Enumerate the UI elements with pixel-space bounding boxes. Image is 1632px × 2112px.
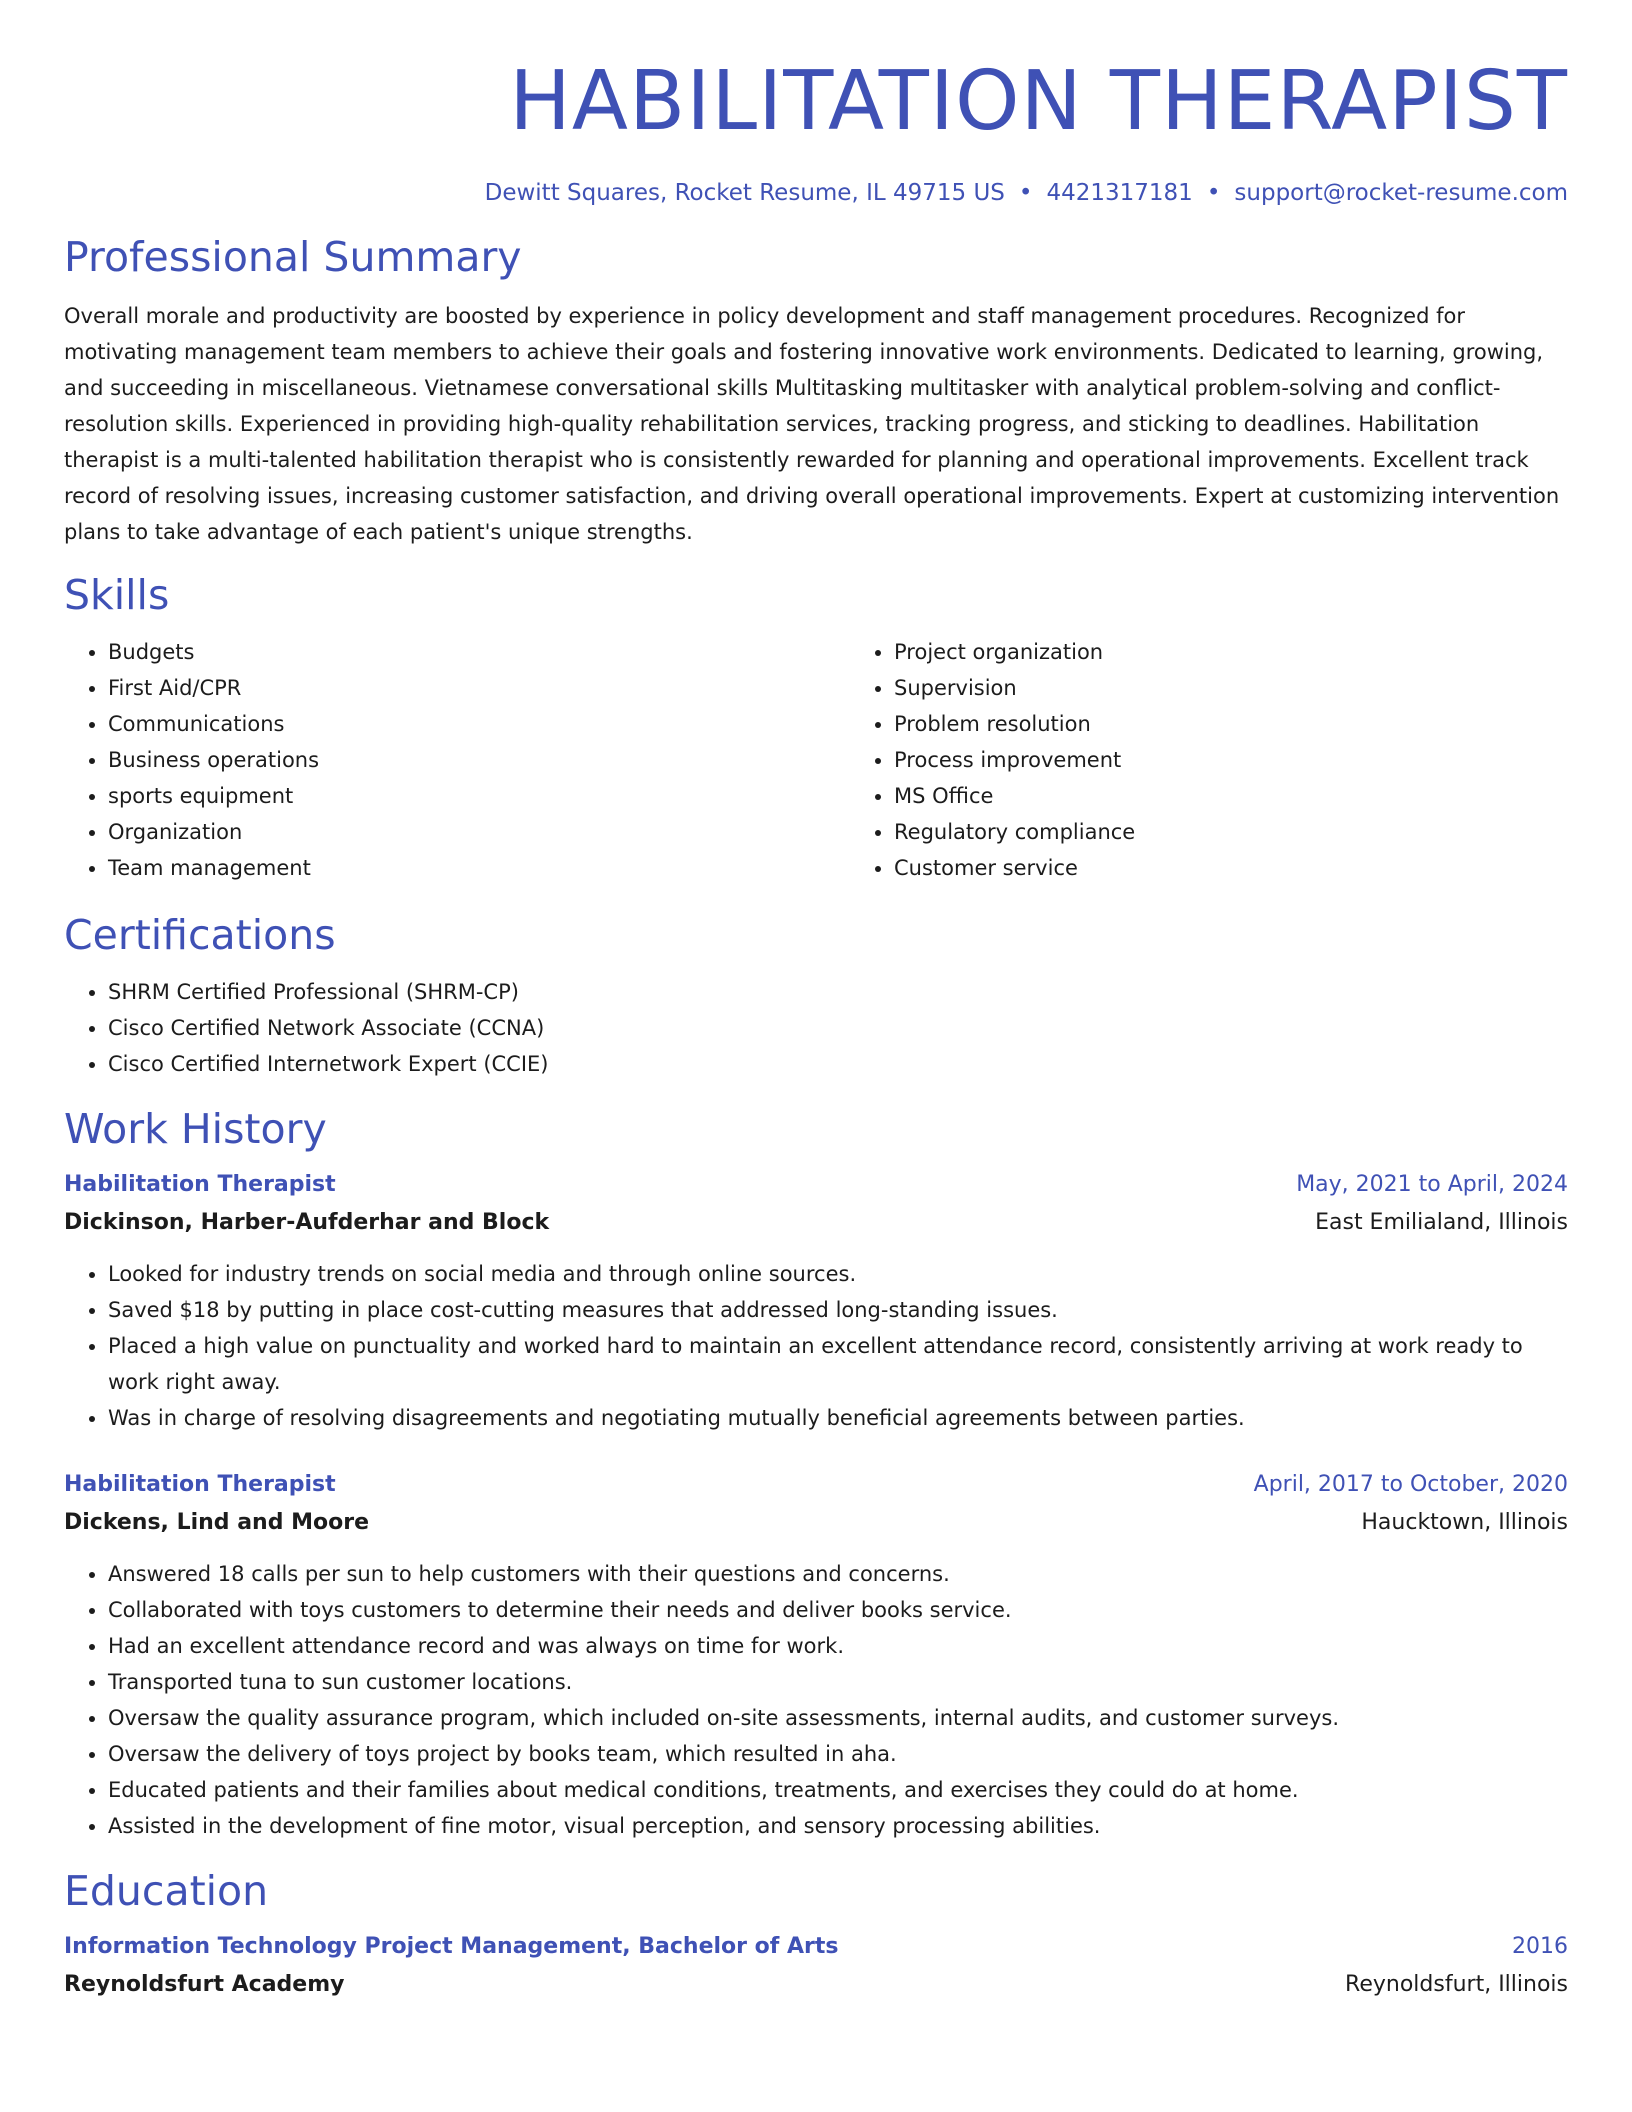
job-location: Haucktown, Illinois (1361, 1510, 1568, 1535)
education-entry (64, 1928, 1568, 2004)
contact-separator: • (1018, 180, 1033, 206)
skill-item: • Organization (108, 814, 850, 850)
job-subheader (64, 1204, 1568, 1242)
skill-item: • Customer service (894, 850, 1135, 886)
job-company: Dickinson, Harber-Aufderhar and Block (64, 1210, 550, 1235)
skills-right-list (850, 634, 1135, 886)
contact-email: support@rocket-resume.com (1234, 180, 1568, 206)
skill-item: • Project organization (894, 634, 1135, 670)
education-heading: Education (64, 1867, 269, 1915)
job-bullet: • Collaborated with toys customers to determine their needs and deliver books service. (108, 1592, 1568, 1628)
education-school: Reynoldsfurt Academy (64, 1972, 345, 1997)
job-bullet: • Educated patients and their families about medical conditions, treatments, and exercises they could do at home. (108, 1772, 1568, 1808)
job-title: Habilitation Therapist (64, 1172, 336, 1197)
work-history-heading: Work History (64, 1105, 327, 1153)
certification-item: • Cisco Certified Internetwork Expert (CCIE) (108, 1046, 1568, 1082)
certification-item: • SHRM Certified Professional (SHRM-CP) (108, 974, 1568, 1010)
job-bullets (64, 1556, 1568, 1844)
job-dates: May, 2021 to April, 2024 (1296, 1172, 1568, 1197)
job-title: Habilitation Therapist (64, 1472, 336, 1497)
certifications-list (64, 974, 1568, 1082)
contact-separator: • (1206, 180, 1221, 206)
summary-heading: Professional Summary (64, 233, 522, 281)
resume-title: HABILITATION THERAPIST (509, 54, 1568, 149)
skill-item: • Team management (108, 850, 850, 886)
education-year: 2016 (1512, 1934, 1568, 1959)
skills-columns (64, 634, 1568, 886)
contact-line (64, 178, 1568, 208)
skill-item: • Budgets (108, 634, 850, 670)
job-bullet: • Answered 18 calls per sun to help customers with their questions and concerns. (108, 1556, 1568, 1592)
skill-item: • First Aid/CPR (108, 670, 850, 706)
education-section (64, 1866, 1568, 2004)
job-location: East Emilialand, Illinois (1315, 1210, 1568, 1235)
skill-item: • Process improvement (894, 742, 1135, 778)
skills-left-list (64, 634, 850, 886)
job-subheader (64, 1504, 1568, 1542)
certification-item: • Cisco Certified Network Associate (CCNA) (108, 1010, 1568, 1046)
job-bullet: • Assisted in the development of fine motor, visual perception, and sensory processing abilities. (108, 1808, 1568, 1844)
skill-item: • MS Office (894, 778, 1135, 814)
contact-address: Dewitt Squares, Rocket Resume, IL 49715 US (484, 180, 1005, 206)
work-history-section (64, 1104, 1568, 1844)
skill-item: • Communications (108, 706, 850, 742)
contact-phone: 4421317181 (1046, 180, 1193, 206)
skill-item: • Supervision (894, 670, 1135, 706)
job-bullet: • Was in charge of resolving disagreements and negotiating mutually beneficial agreements between parties. (108, 1400, 1568, 1436)
job-bullet: • Oversaw the quality assurance program, which included on-site assessments, internal audits, and customer surveys. (108, 1700, 1568, 1736)
education-degree: Information Technology Project Management, Bachelor of Arts (64, 1934, 839, 1959)
summary-text: Overall morale and productivity are boosted by experience in policy development and staff management procedures. Recognized for motivating management team members to achieve their goals and fostering innovative work environments. Dedicated to learning, growing, and succeeding in miscellaneous. Vietnamese conversational skills Multitasking multitasker with analytical problem-solving and conflict-resolution skills. Experienced in providing high-quality rehabilitation services, tracking progress, and sticking to deadlines. Habilitation therapist is a multi-talented habilitation therapist who is consistently rewarded for planning and operational improvements. Excellent track record of resolving issues, increasing customer satisfaction, and driving overall operational improvements. Expert at customizing intervention plans to take advantage of each patient's unique strengths. (64, 304, 1560, 544)
job-bullets (64, 1256, 1568, 1436)
summary-section (64, 232, 1568, 550)
job-bullet: • Oversaw the delivery of toys project by books team, which resulted in aha. (108, 1736, 1568, 1772)
certifications-section (64, 910, 1568, 1082)
skill-item: • Regulatory compliance (894, 814, 1135, 850)
skill-item: • Business operations (108, 742, 850, 778)
skills-heading: Skills (64, 571, 170, 619)
job-bullet: • Saved $18 by putting in place cost-cutting measures that addressed long-standing issues. (108, 1292, 1568, 1328)
skill-item: • Problem resolution (894, 706, 1135, 742)
education-subheader (64, 1966, 1568, 2004)
job-header (64, 1166, 1568, 1204)
job-bullet: • Transported tuna to sun customer locations. (108, 1664, 1568, 1700)
education-header (64, 1928, 1568, 1966)
skills-section (64, 570, 1568, 886)
skill-item: • sports equipment (108, 778, 850, 814)
job-header (64, 1466, 1568, 1504)
job-bullet: • Had an excellent attendance record and was always on time for work. (108, 1628, 1568, 1664)
education-location: Reynoldsfurt, Illinois (1345, 1972, 1568, 1997)
certifications-heading: Certifications (64, 911, 336, 959)
job-company: Dickens, Lind and Moore (64, 1510, 370, 1535)
job-bullet: • Placed a high value on punctuality and worked hard to maintain an excellent attendance record, consistently arriving at work ready to work right away. (108, 1328, 1568, 1400)
job-bullet: • Looked for industry trends on social media and through online sources. (108, 1256, 1568, 1292)
job-entry (64, 1466, 1568, 1844)
job-dates: April, 2017 to October, 2020 (1253, 1472, 1568, 1497)
job-entry (64, 1166, 1568, 1436)
